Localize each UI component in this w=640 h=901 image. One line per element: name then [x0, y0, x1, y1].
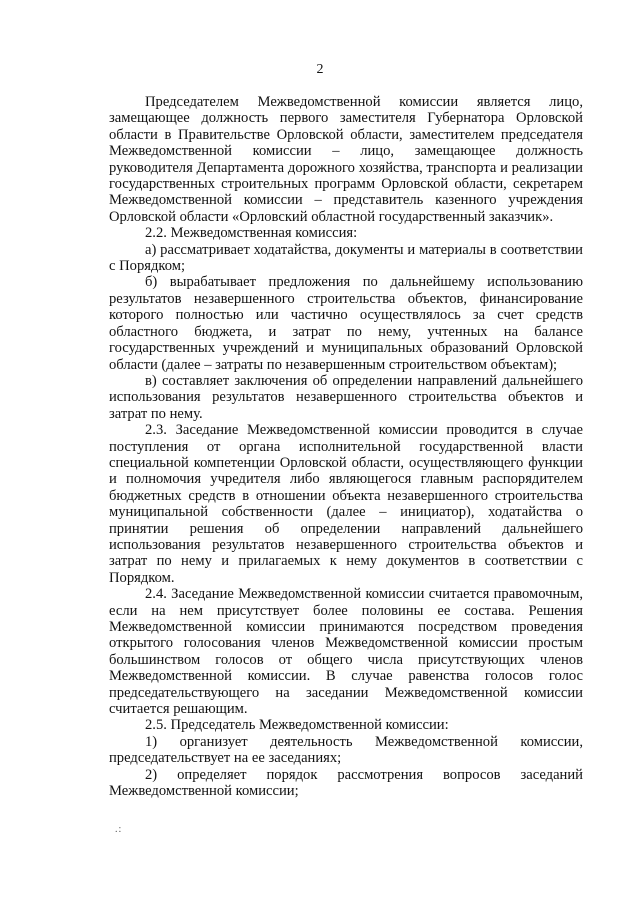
paragraph-section-2-5-heading: 2.5. Председатель Межведомственной комиссии:: [145, 717, 449, 734]
paragraph-section-2-2-heading: 2.2. Межведомственная комиссия:: [145, 225, 358, 242]
paragraph-commission-composition: Председателем Межведомственной комиссии является лицо, замещающее должность первого заместителя Губернатора Орловской области в Правительстве Орловской области, заместителем председателя Межведомственной комиссии – лицо, замещающее должность руководителя Департамента дорожного хозяйства, транспорта и реализации государственных строительных программ Орловской области, секретарем Межведомственной комиссии – представитель казенного учреждения Орловской области «Орловский областной государственный заказчик».: [109, 94, 583, 225]
document-body: [109, 94, 583, 799]
paragraph-item-2: 2) определяет порядок рассмотрения вопросов заседаний Межведомственной комиссии;: [109, 766, 583, 800]
scan-speck-mark: .:: [115, 824, 123, 835]
paragraph-item-a: а) рассматривает ходатайства, документы и материалы в соответствии с Порядком;: [109, 241, 583, 275]
paragraph-section-2-4: 2.4. Заседание Межведомственной комиссии считается правомочным, если на нем присутствует более половины ее состава. Решения Межведомственной комиссии принимаются посредством проведения открытого голосования членов Межведомственной комиссии простым большинством голосов от общего числа присутствующих членов Межведомственной комиссии. В случае равенства голосов голос председательствующего на заседании Межведомственной комиссии считается решающим.: [109, 586, 583, 718]
paragraph-item-1: 1) организует деятельность Межведомственной комиссии, председательствует на ее заседаниях;: [109, 733, 583, 767]
paragraph-item-b: б) вырабатывает предложения по дальнейшему использованию результатов незавершенного строительства объектов, финансирование которого полностью или частично осуществлялось за счет средств областного бюджета, и затрат по нему, учтенных на балансе государственных учреждений и муниципальных образований Орловской области (далее – затраты по незавершенным строительством объектам);: [109, 274, 583, 373]
paragraph-item-v: в) составляет заключения об определении направлений дальнейшего использования результатов незавершенного строительства объектов и затрат по нему.: [109, 372, 583, 422]
paragraph-section-2-3: 2.3. Заседание Межведомственной комиссии проводится в случае поступления от органа исполнительной государственной власти специальной компетенции Орловской области, осуществляющего функции и полномочия учредителя либо являющегося главным распорядителем бюджетных средств в отношении объекта незавершенного строительства муниципальной собственности (далее – инициатор), ходатайства о принятии решения об определении направлений дальнейшего использования результатов незавершенного строительства объектов и затрат по нему и прилагаемых к нему документов в соответствии с Порядком.: [109, 422, 583, 586]
page-number: 2: [316, 62, 324, 77]
